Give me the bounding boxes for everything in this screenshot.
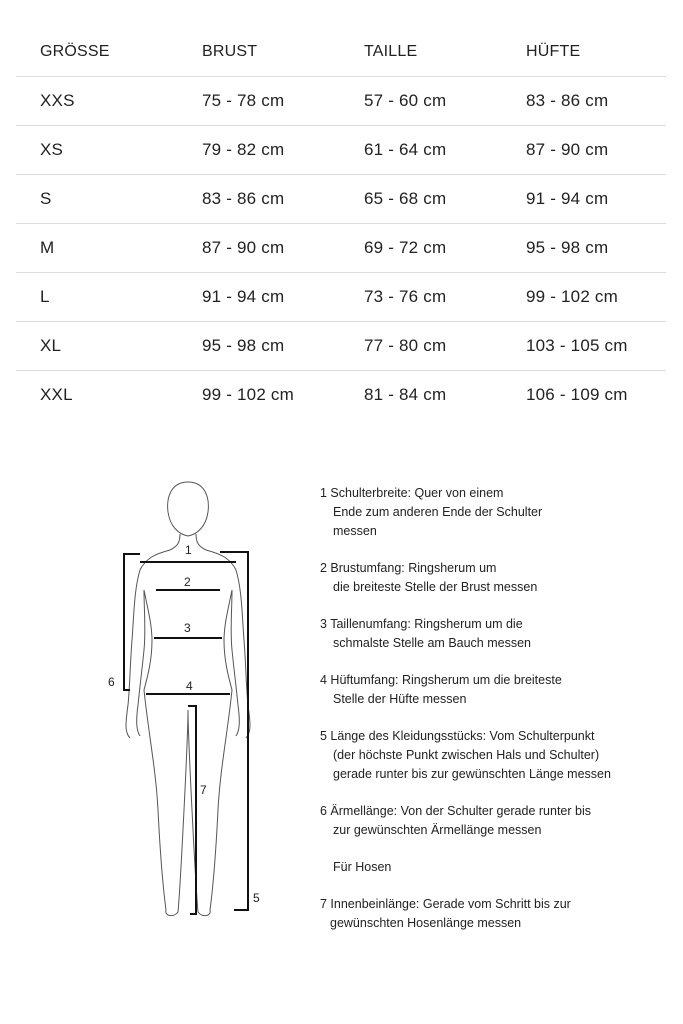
instruction-line: die breiteste Stelle der Brust messen	[333, 580, 538, 594]
waist-cell: 69 - 72 cm	[340, 224, 502, 273]
waist-cell: 77 - 80 cm	[340, 322, 502, 371]
instruction-item	[320, 615, 670, 653]
table-row	[16, 126, 666, 175]
hip-cell: 106 - 109 cm	[502, 371, 666, 420]
table-header-row	[16, 28, 666, 77]
chest-cell: 99 - 102 cm	[178, 371, 340, 420]
hip-cell: 83 - 86 cm	[502, 77, 666, 126]
hip-cell: 87 - 90 cm	[502, 126, 666, 175]
size-table	[16, 28, 666, 419]
waist-cell: 73 - 76 cm	[340, 273, 502, 322]
table-row	[16, 371, 666, 420]
label-6: 6	[108, 675, 115, 689]
hip-cell: 95 - 98 cm	[502, 224, 666, 273]
instruction-line: Für Hosen	[333, 860, 392, 874]
instruction-line: 6 Ärmellänge: Von der Schulter gerade runter bis	[320, 804, 591, 818]
instruction-line: zur gewünschten Ärmellänge messen	[333, 823, 542, 837]
waist-cell: 65 - 68 cm	[340, 175, 502, 224]
hip-cell: 91 - 94 cm	[502, 175, 666, 224]
instruction-line: gerade runter bis zur gewünschten Länge messen	[333, 767, 611, 781]
header-size: GRÖSSE	[40, 43, 110, 60]
instruction-line: (der höchste Punkt zwischen Hals und Schulter)	[333, 748, 600, 762]
label-4: 4	[186, 679, 193, 693]
instruction-item	[320, 671, 670, 709]
instruction-line: 1 Schulterbreite: Quer von einem	[320, 486, 504, 500]
instruction-line: 5 Länge des Kleidungsstücks: Vom Schulterpunkt	[320, 729, 595, 743]
size-cell: XS	[16, 126, 178, 175]
instruction-line: Ende zum anderen Ende der Schulter	[333, 505, 543, 519]
instruction-line: 7 Innenbeinlänge: Gerade vom Schritt bis zur	[320, 897, 571, 911]
body-measurement-figure	[100, 470, 280, 950]
label-5: 5	[253, 891, 260, 905]
chest-cell: 83 - 86 cm	[178, 175, 340, 224]
chest-cell: 87 - 90 cm	[178, 224, 340, 273]
instruction-line: gewünschten Hosenlänge messen	[330, 916, 522, 930]
instruction-line: 3 Taillenumfang: Ringsherum um die	[320, 617, 523, 631]
chest-cell: 91 - 94 cm	[178, 273, 340, 322]
table-row	[16, 224, 666, 273]
label-2: 2	[184, 575, 191, 589]
table-row	[16, 175, 666, 224]
instruction-line: schmalste Stelle am Bauch messen	[333, 636, 532, 650]
instruction-line: 2 Brustumfang: Ringsherum um	[320, 561, 497, 575]
label-1: 1	[185, 543, 192, 557]
waist-cell: 61 - 64 cm	[340, 126, 502, 175]
size-cell: L	[16, 273, 178, 322]
table-row	[16, 322, 666, 371]
size-cell: M	[16, 224, 178, 273]
header-hip: HÜFTE	[526, 43, 581, 60]
table-row	[16, 77, 666, 126]
instruction-line: 4 Hüftumfang: Ringsherum um die breiteste	[320, 673, 562, 687]
table-row	[16, 273, 666, 322]
instruction-item	[320, 895, 670, 933]
waist-cell: 81 - 84 cm	[340, 371, 502, 420]
header-chest: BRUST	[202, 43, 258, 60]
label-7: 7	[200, 783, 207, 797]
size-cell: S	[16, 175, 178, 224]
measurement-instructions	[320, 484, 670, 951]
chest-cell: 75 - 78 cm	[178, 77, 340, 126]
size-cell: XXS	[16, 77, 178, 126]
instruction-item	[320, 802, 670, 840]
waist-cell: 57 - 60 cm	[340, 77, 502, 126]
body-outline-drawing	[100, 470, 280, 950]
header-waist: TAILLE	[364, 43, 418, 60]
hip-cell: 99 - 102 cm	[502, 273, 666, 322]
size-cell: XXL	[16, 371, 178, 420]
hip-cell: 103 - 105 cm	[502, 322, 666, 371]
instruction-line: messen	[333, 524, 377, 538]
size-cell: XL	[16, 322, 178, 371]
chest-cell: 95 - 98 cm	[178, 322, 340, 371]
instruction-item	[320, 559, 670, 597]
instruction-line: Stelle der Hüfte messen	[333, 692, 467, 706]
instruction-item	[320, 727, 670, 784]
label-3: 3	[184, 621, 191, 635]
instruction-item	[320, 858, 670, 877]
instruction-item	[320, 484, 670, 541]
chest-cell: 79 - 82 cm	[178, 126, 340, 175]
